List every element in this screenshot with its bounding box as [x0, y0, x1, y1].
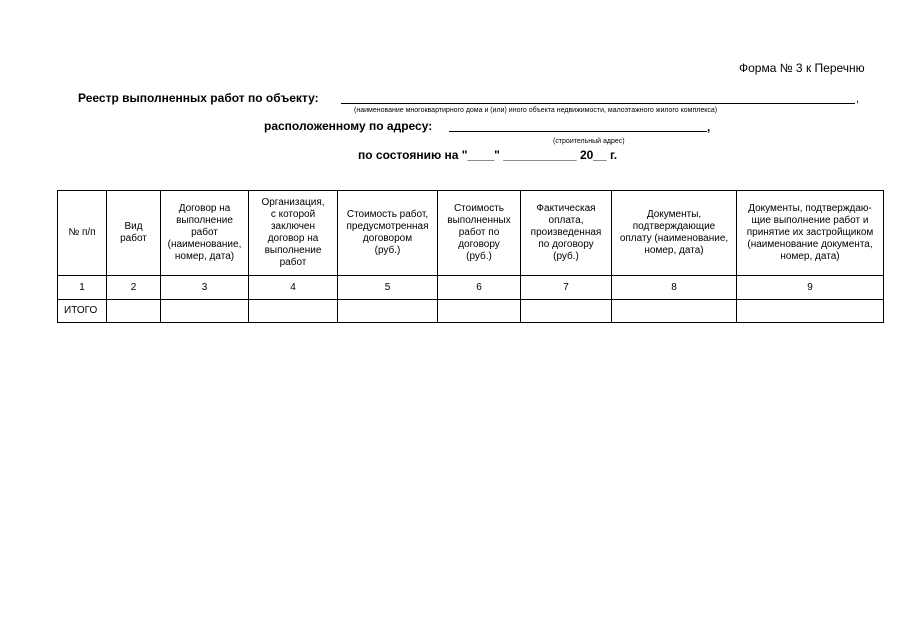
total-cell[interactable]: [438, 300, 521, 323]
as-of-date-line: по состоянию на "____" ___________ 20__ г.: [358, 148, 618, 162]
total-label: ИТОГО: [58, 300, 107, 323]
column-number: 1: [58, 276, 107, 300]
column-number: 2: [107, 276, 161, 300]
total-cell[interactable]: [107, 300, 161, 323]
address-label: расположенному по адресу:: [264, 119, 433, 133]
header-row: [58, 191, 884, 276]
registry-title: Реестр выполненных работ по объекту:: [78, 91, 319, 105]
object-name-caption: (наименование многоквартирного дома и (или) иного объекта недвижимости, малоэтажного жилого комплекса): [354, 107, 718, 114]
address-caption: (строительный адрес): [553, 138, 625, 145]
total-cell[interactable]: [612, 300, 737, 323]
column-header: Фактическая оплата, произведенная по договору (руб.): [521, 191, 612, 276]
column-header: Стоимость выполненных работ по договору (руб.): [438, 191, 521, 276]
total-cell[interactable]: [338, 300, 438, 323]
column-number: 6: [438, 276, 521, 300]
address-field-line[interactable]: [449, 131, 707, 132]
column-header: Документы, подтверждающие оплату (наименование, номер, дата): [612, 191, 737, 276]
column-header: Стоимость работ, предусмотренная договором (руб.): [338, 191, 438, 276]
form-note: Форма № 3 к Перечню: [739, 61, 865, 75]
column-number: 4: [249, 276, 338, 300]
column-header: Организация, с которой заключен договор на выполнение работ: [249, 191, 338, 276]
column-number: 7: [521, 276, 612, 300]
column-number-row: [58, 276, 884, 300]
column-number: 8: [612, 276, 737, 300]
column-number: 9: [737, 276, 884, 300]
column-number: 3: [161, 276, 249, 300]
object-name-field-line[interactable]: [341, 103, 855, 104]
column-header: № п/п: [58, 191, 107, 276]
total-cell[interactable]: [161, 300, 249, 323]
column-header: Вид работ: [107, 191, 161, 276]
object-name-comma: ,: [856, 93, 860, 105]
total-row: [58, 300, 884, 323]
address-comma: ,: [707, 120, 711, 134]
column-header: Документы, подтверждаю- щие выполнение работ и принятие их застройщиком (наименование документа, номер, дата): [737, 191, 884, 276]
total-cell[interactable]: [249, 300, 338, 323]
total-cell[interactable]: [737, 300, 884, 323]
column-header: Договор на выполнение работ (наименование, номер, дата): [161, 191, 249, 276]
column-number: 5: [338, 276, 438, 300]
total-cell[interactable]: [521, 300, 612, 323]
registry-table: [57, 190, 884, 323]
